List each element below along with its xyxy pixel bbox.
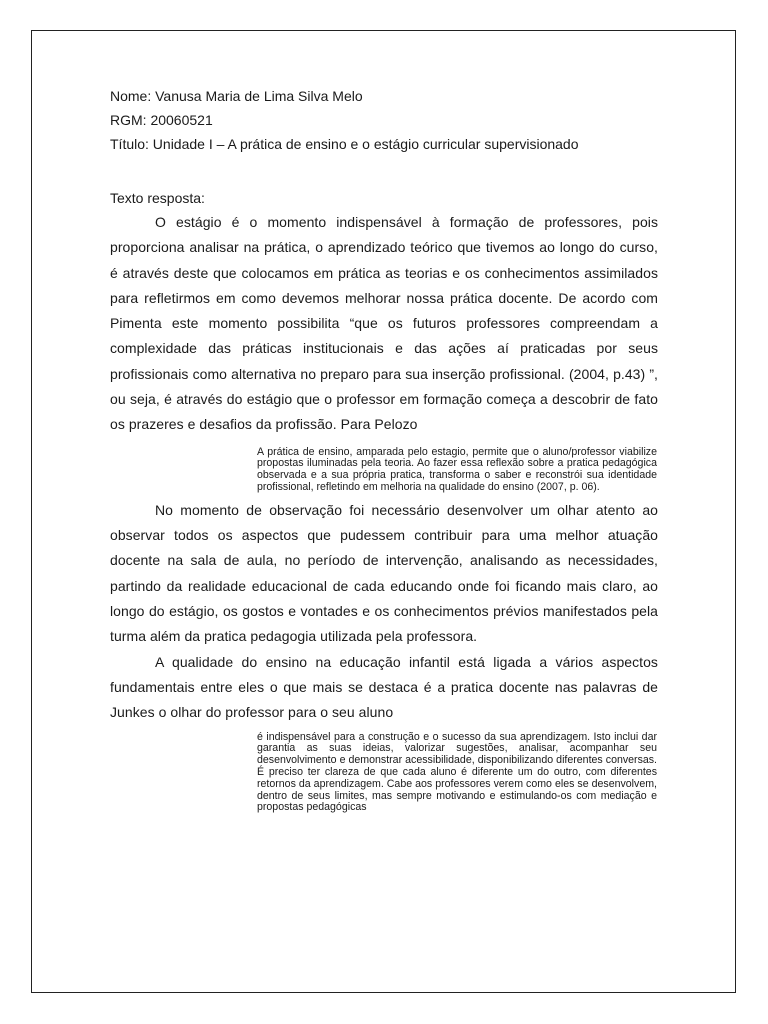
document-body [110,84,658,820]
paragraph-3: A qualidade do ensino na educação infantil está ligada a vários aspectos fundamentais entre eles o que mais se destaca é a pratica docente nas palavras de Junkes o olhar do professor para o seu aluno [110,653,658,721]
paragraph-1: O estágio é o momento indispensável à formação de professores, pois proporciona analisar na prática, o aprendizado teórico que tivemos ao longo do curso, é através deste que colocamos em prática as teorias e os conhecimentos assimilados para refletirmos em como devemos melhorar nossa prática docente. De acordo com Pimenta este momento possibilita “que os futuros professores compreendam a complexidade das práticas institucionais e das ações aí praticadas por seus profissionais como alternativa no preparo para sua inserção profissional. (2004, p.43) ”, ou seja, é através do estágio que o professor em formação começa a descobrir de fato os prazeres e desafios da profissão. Para Pelozo [110,214,658,433]
student-name: Nome: Vanusa Maria de Lima Silva Melo [110,88,363,104]
student-rgm: RGM: 20060521 [110,112,213,128]
block-quote-pelozo: A prática de ensino, amparada pelo estagio, permite que o aluno/professor viabilize propostas iluminadas pela teoria. Ao fazer essa reflexão sobre a pratica pedagógica observada e a sua própria pratica, transforma o saber e reconstrói sua identidade profissional, refletindo em melhoria na qualidade do ensino (2007, p. 06). [257,445,657,494]
paragraph-2: No momento de observação foi necessário desenvolver um olhar atento ao observar todos os aspectos que pudessem contribuir para uma melhor atuação docente na sala de aula, no período de intervenção, analisando as necessidades, partindo da realidade educacional de cada educando onde foi ficando mais claro, ao longo do estágio, os gostos e vontades e os conhecimentos prévios manifestados pela turma além da pratica pedagogia utilizada pela professora. [110,501,658,645]
document-title: Título: Unidade I – A prática de ensino e o estágio curricular supervisionado [110,136,579,152]
block-quote-junkes: é indispensável para a construção e o sucesso da sua aprendizagem. Isto inclui dar garantia as suas ideias, valorizar sugestões, analisar, acompanhar seu desenvolvimento e demonstrar acessibilidade, disponibilizando diferentes conversas. É preciso ter clareza de que cada aluno é diferente um do outro, com diferentes retornos da aprendizagem. Cabe aos professores verem como eles se desenvolvem, dentro de seus limites, mas sempre motivando e estimulando-os com mediação e propostas pedagógicas [257,730,657,814]
answer-label: Texto resposta: [110,190,205,206]
